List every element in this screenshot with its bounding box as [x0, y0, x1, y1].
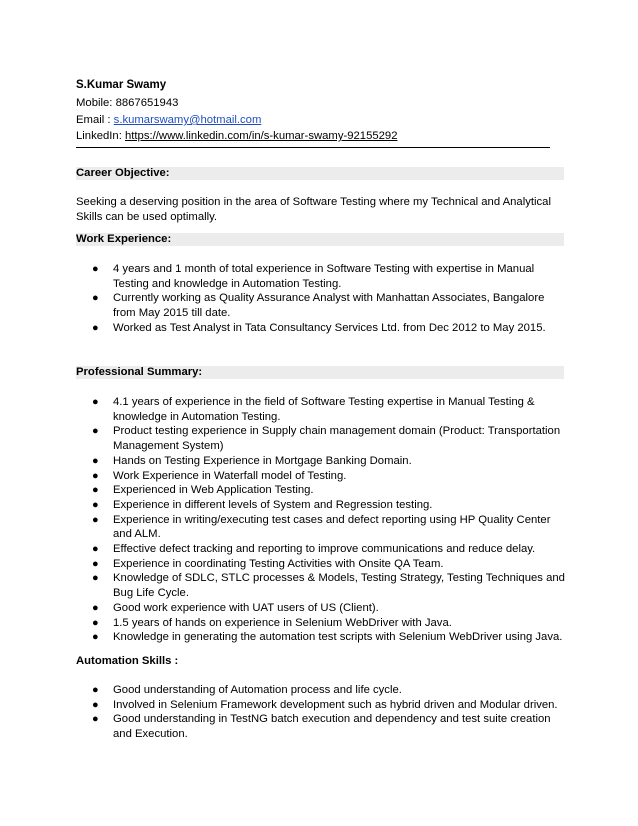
work-experience-heading: Work Experience: — [76, 233, 564, 246]
bullet-icon: ● — [92, 631, 99, 644]
bullet-icon: ● — [92, 454, 99, 467]
list-item: ● Experience in coordinating Testing Activities with Onsite QA Team. — [92, 557, 444, 570]
list-item: ● Experience in different levels of System and Regression testing. — [92, 498, 433, 511]
list-item: ● Knowledge of SDLC, STLC processes & Models, Testing Strategy, Testing Techniques and Bug Life Cycle. — [92, 572, 565, 600]
list-item: ● Good understanding in TestNG batch execution and dependency and test suite creation and Execution. — [92, 713, 551, 741]
header-divider — [76, 147, 550, 148]
career-objective-text: Seeking a deserving position in the area of Software Testing where my Technical and Analytical Skills can be used optimally. — [76, 196, 551, 223]
bullet-icon: ● — [92, 698, 99, 711]
bullet-icon: ● — [92, 713, 99, 726]
professional-summary-heading: Professional Summary: — [76, 366, 564, 379]
bullet-icon: ● — [92, 572, 99, 585]
list-item: ● Experienced in Web Application Testing. — [92, 484, 314, 497]
linkedin-link[interactable]: https://www.linkedin.com/in/s-kumar-swamy-92155292 — [125, 130, 398, 142]
list-item: ● Hands on Testing Experience in Mortgage Banking Domain. — [92, 454, 412, 467]
mobile-line — [76, 97, 178, 109]
mobile-label: Mobile: — [76, 97, 113, 109]
bullet-icon: ● — [92, 557, 99, 570]
bullet-icon: ● — [92, 684, 99, 696]
list-item: ● Good work experience with UAT users of US (Client). — [92, 601, 379, 614]
bullet-icon: ● — [92, 498, 99, 511]
bullet-icon: ● — [92, 321, 99, 334]
bullet-icon: ● — [92, 616, 99, 629]
list-item: ● Work Experience in Waterfall model of Testing. — [92, 469, 347, 482]
candidate-name: S.Kumar Swamy — [76, 79, 167, 91]
email-label: Email : — [76, 114, 111, 126]
bullet-icon: ● — [92, 484, 99, 497]
list-item: ● Good understanding of Automation process and life cycle. — [92, 684, 402, 696]
automation-skills-heading: Automation Skills : — [76, 655, 179, 667]
bullet-icon: ● — [92, 601, 99, 614]
linkedin-line — [76, 130, 398, 142]
work-experience-list — [76, 262, 566, 336]
bullet-icon: ● — [92, 543, 99, 556]
list-item: ● Worked as Test Analyst in Tata Consultancy Services Ltd. from Dec 2012 to May 2015. — [92, 321, 546, 334]
career-objective-heading: Career Objective: — [76, 167, 564, 180]
list-item: ● Involved in Selenium Framework development such as hybrid driven and Modular driven. — [92, 698, 558, 711]
bullet-icon: ● — [92, 396, 99, 408]
list-item: ● 4.1 years of experience in the field of Software Testing expertise in Manual Testing & knowledge in Automation Testing. — [92, 396, 535, 423]
list-item: ● Knowledge in generating the automation test scripts with Selenium WebDriver using Java. — [92, 631, 563, 644]
list-item: ● Experience in writing/executing test cases and defect reporting using HP Quality Center and ALM. — [92, 513, 551, 541]
list-item: ● Currently working as Quality Assurance Analyst with Manhattan Associates, Bangalore from May 2015 till date. — [92, 292, 545, 320]
professional-summary-list — [76, 395, 566, 645]
list-item: ● Effective defect tracking and reporting to improve communications and reduce delay. — [92, 543, 536, 556]
mobile-number: 8867651943 — [115, 97, 179, 109]
bullet-icon: ● — [92, 513, 99, 526]
automation-skills-list — [76, 683, 566, 742]
bullet-icon: ● — [92, 292, 99, 305]
list-item: ● Product testing experience in Supply chain management domain (Product: Transportation Management System) — [92, 425, 561, 453]
bullet-icon: ● — [92, 263, 99, 275]
email-link[interactable]: s.kumarswamy@hotmail.com — [113, 114, 262, 126]
list-item: ● 4 years and 1 month of total experience in Software Testing with expertise in Manual Testing and knowledge in Automation Testing. — [92, 263, 535, 290]
list-item: ● 1.5 years of hands on experience in Selenium WebDriver with Java. — [92, 616, 452, 629]
email-line — [76, 114, 261, 126]
linkedin-label: LinkedIn: — [76, 130, 122, 142]
bullet-icon: ● — [92, 469, 99, 482]
bullet-icon: ● — [92, 425, 99, 438]
